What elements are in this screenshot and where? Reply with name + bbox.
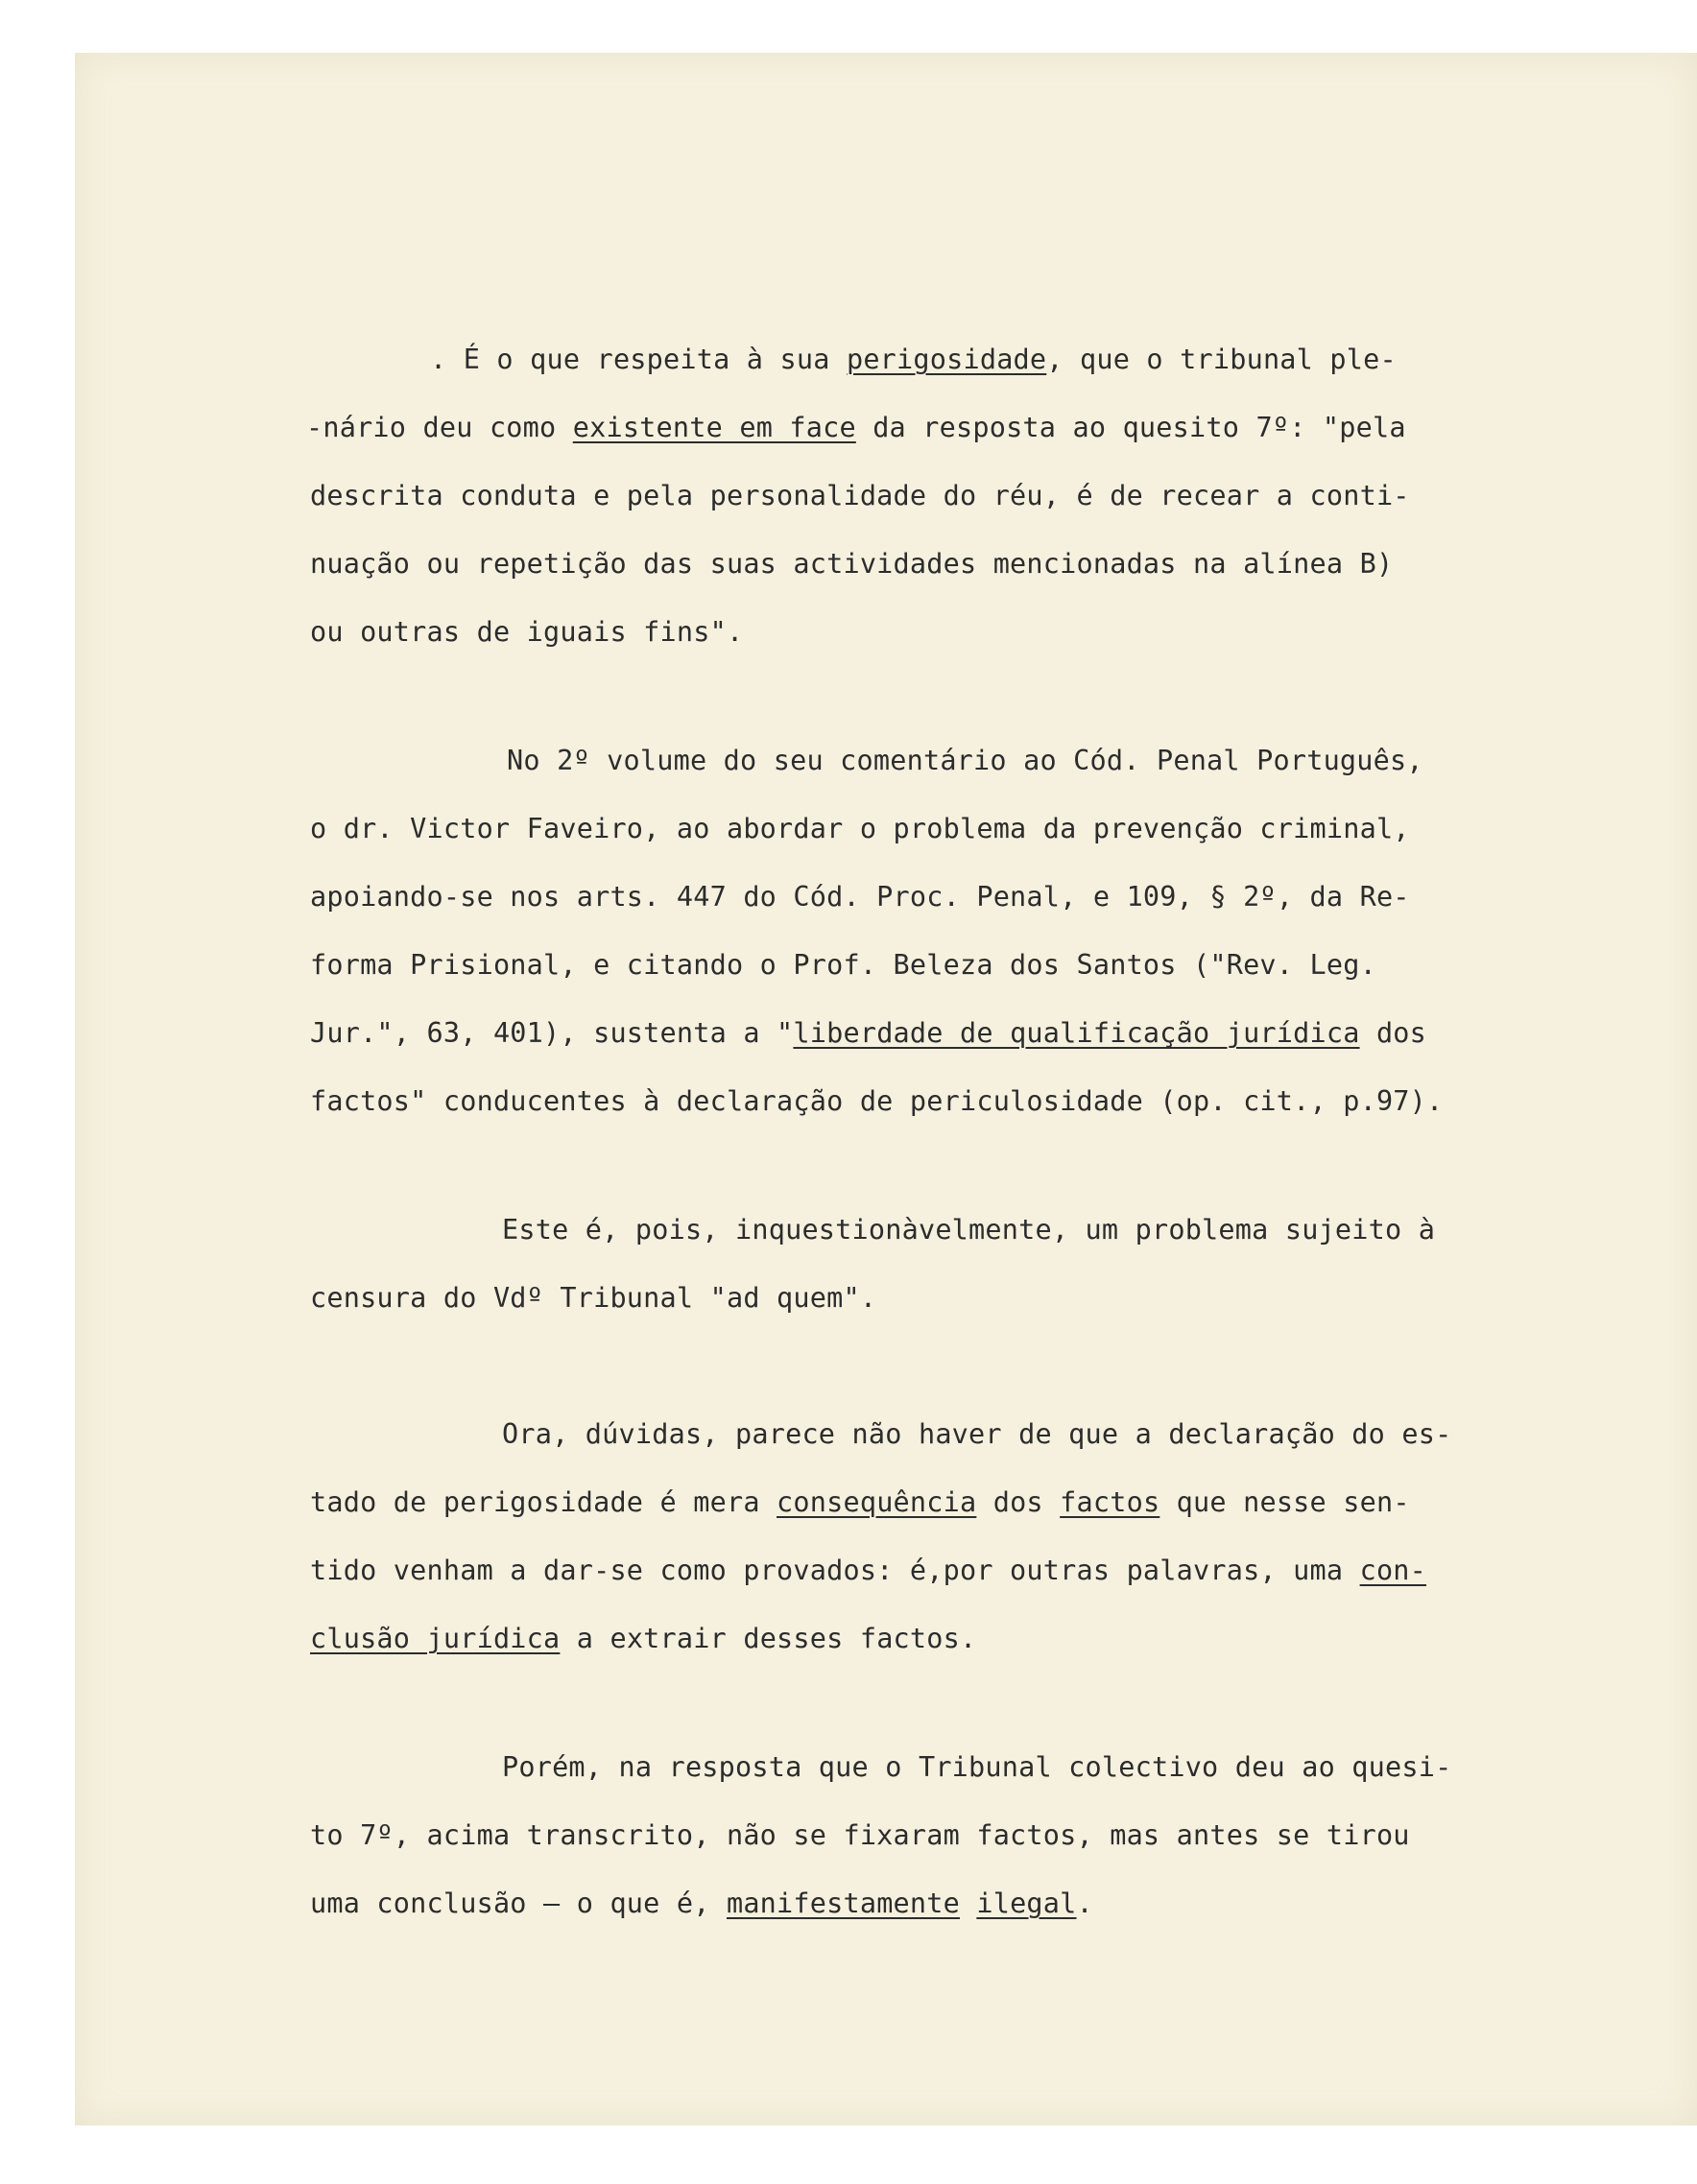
text-segment: Jur.", 63, 401), sustenta a " bbox=[310, 1017, 794, 1049]
underlined-text: existente em face bbox=[572, 412, 856, 443]
text-segment: Porém, na resposta que o Tribunal colectivo deu ao quesi- bbox=[502, 1751, 1452, 1783]
text-segment: forma Prisional, e citando o Prof. Beleza dos Santos ("Rev. Leg. bbox=[310, 949, 1376, 981]
text-segment: . bbox=[430, 344, 464, 375]
text-line bbox=[310, 1536, 1615, 1604]
underlined-text: con- bbox=[1359, 1555, 1427, 1586]
underlined-text: ilegal bbox=[976, 1887, 1077, 1919]
underlined-text: liberdade de qualificação jurídica bbox=[793, 1017, 1360, 1049]
text-line bbox=[310, 1801, 1615, 1869]
text-segment: o dr. Victor Faveiro, ao abordar o problema da prevenção criminal, bbox=[310, 813, 1410, 844]
text-segment: to 7º, acima transcrito, não se fixaram factos, mas antes se tirou bbox=[310, 1819, 1410, 1851]
text-line bbox=[310, 325, 1615, 393]
text-line bbox=[310, 1869, 1615, 1937]
text-segment: censura do Vdº Tribunal "ad quem". bbox=[310, 1282, 877, 1314]
typed-page-text bbox=[306, 325, 1615, 1937]
paragraph-5 bbox=[310, 1733, 1615, 1937]
underlined-text: factos bbox=[1060, 1486, 1160, 1518]
text-line bbox=[310, 1264, 1615, 1332]
text-line bbox=[310, 1067, 1615, 1135]
text-line bbox=[306, 393, 1615, 462]
text-line bbox=[310, 1604, 1615, 1673]
text-segment: , que o tribunal ple- bbox=[1046, 344, 1397, 375]
text-segment: tado de perigosidade é mera bbox=[310, 1486, 777, 1518]
text-segment: ou outras de iguais fins". bbox=[310, 616, 744, 648]
underlined-text: manifestamente bbox=[726, 1887, 960, 1919]
text-line bbox=[310, 530, 1615, 598]
text-line bbox=[310, 931, 1615, 999]
text-segment: nuação ou repetição das suas actividades mencionadas na alínea B) bbox=[310, 548, 1394, 580]
text-segment: Ora, dúvidas, parece não haver de que a declaração do es- bbox=[502, 1418, 1452, 1450]
paragraph-2 bbox=[310, 726, 1615, 1135]
text-segment: . bbox=[1076, 1887, 1093, 1919]
text-line bbox=[310, 726, 1615, 795]
text-line bbox=[310, 1468, 1615, 1536]
text-segment: descrita conduta e pela personalidade do réu, é de recear a conti- bbox=[310, 480, 1410, 511]
paragraph-4 bbox=[310, 1400, 1615, 1673]
text-segment: da resposta ao quesito 7º: "pela bbox=[855, 412, 1406, 443]
text-segment: apoiando-se nos arts. 447 do Cód. Proc. Penal, e 109, § 2º, da Re- bbox=[310, 881, 1410, 913]
text-segment bbox=[960, 1887, 976, 1919]
text-line bbox=[310, 1400, 1615, 1468]
text-line bbox=[310, 863, 1615, 931]
text-segment: que nesse sen- bbox=[1159, 1486, 1410, 1518]
text-line bbox=[310, 999, 1615, 1067]
text-segment: factos" conducentes à declaração de periculosidade (op. cit., p.97). bbox=[310, 1085, 1444, 1117]
text-segment: tido venham a dar-se como provados: é,por outras palavras, uma bbox=[310, 1555, 1360, 1586]
text-segment: -nário deu como bbox=[306, 412, 573, 443]
text-line bbox=[310, 462, 1615, 530]
paragraph-1 bbox=[306, 325, 1615, 666]
paragraph-3 bbox=[310, 1196, 1615, 1332]
text-line bbox=[310, 598, 1615, 666]
text-segment: dos bbox=[976, 1486, 1061, 1518]
text-segment: dos bbox=[1359, 1017, 1427, 1049]
underlined-text: perigosidade bbox=[846, 344, 1047, 375]
text-segment: uma conclusão — o que é, bbox=[310, 1887, 727, 1919]
underlined-text: clusão jurídica bbox=[310, 1623, 561, 1654]
text-segment: É o que respeita à sua bbox=[463, 344, 847, 375]
text-line bbox=[310, 1733, 1615, 1801]
text-segment: a extrair desses factos. bbox=[560, 1623, 977, 1654]
text-line bbox=[310, 1196, 1615, 1264]
text-segment: Este é, pois, inquestionàvelmente, um problema sujeito à bbox=[502, 1214, 1436, 1246]
text-line bbox=[310, 795, 1615, 863]
text-segment: No 2º volume do seu comentário ao Cód. Penal Português, bbox=[507, 745, 1423, 776]
underlined-text: consequência bbox=[777, 1486, 977, 1518]
